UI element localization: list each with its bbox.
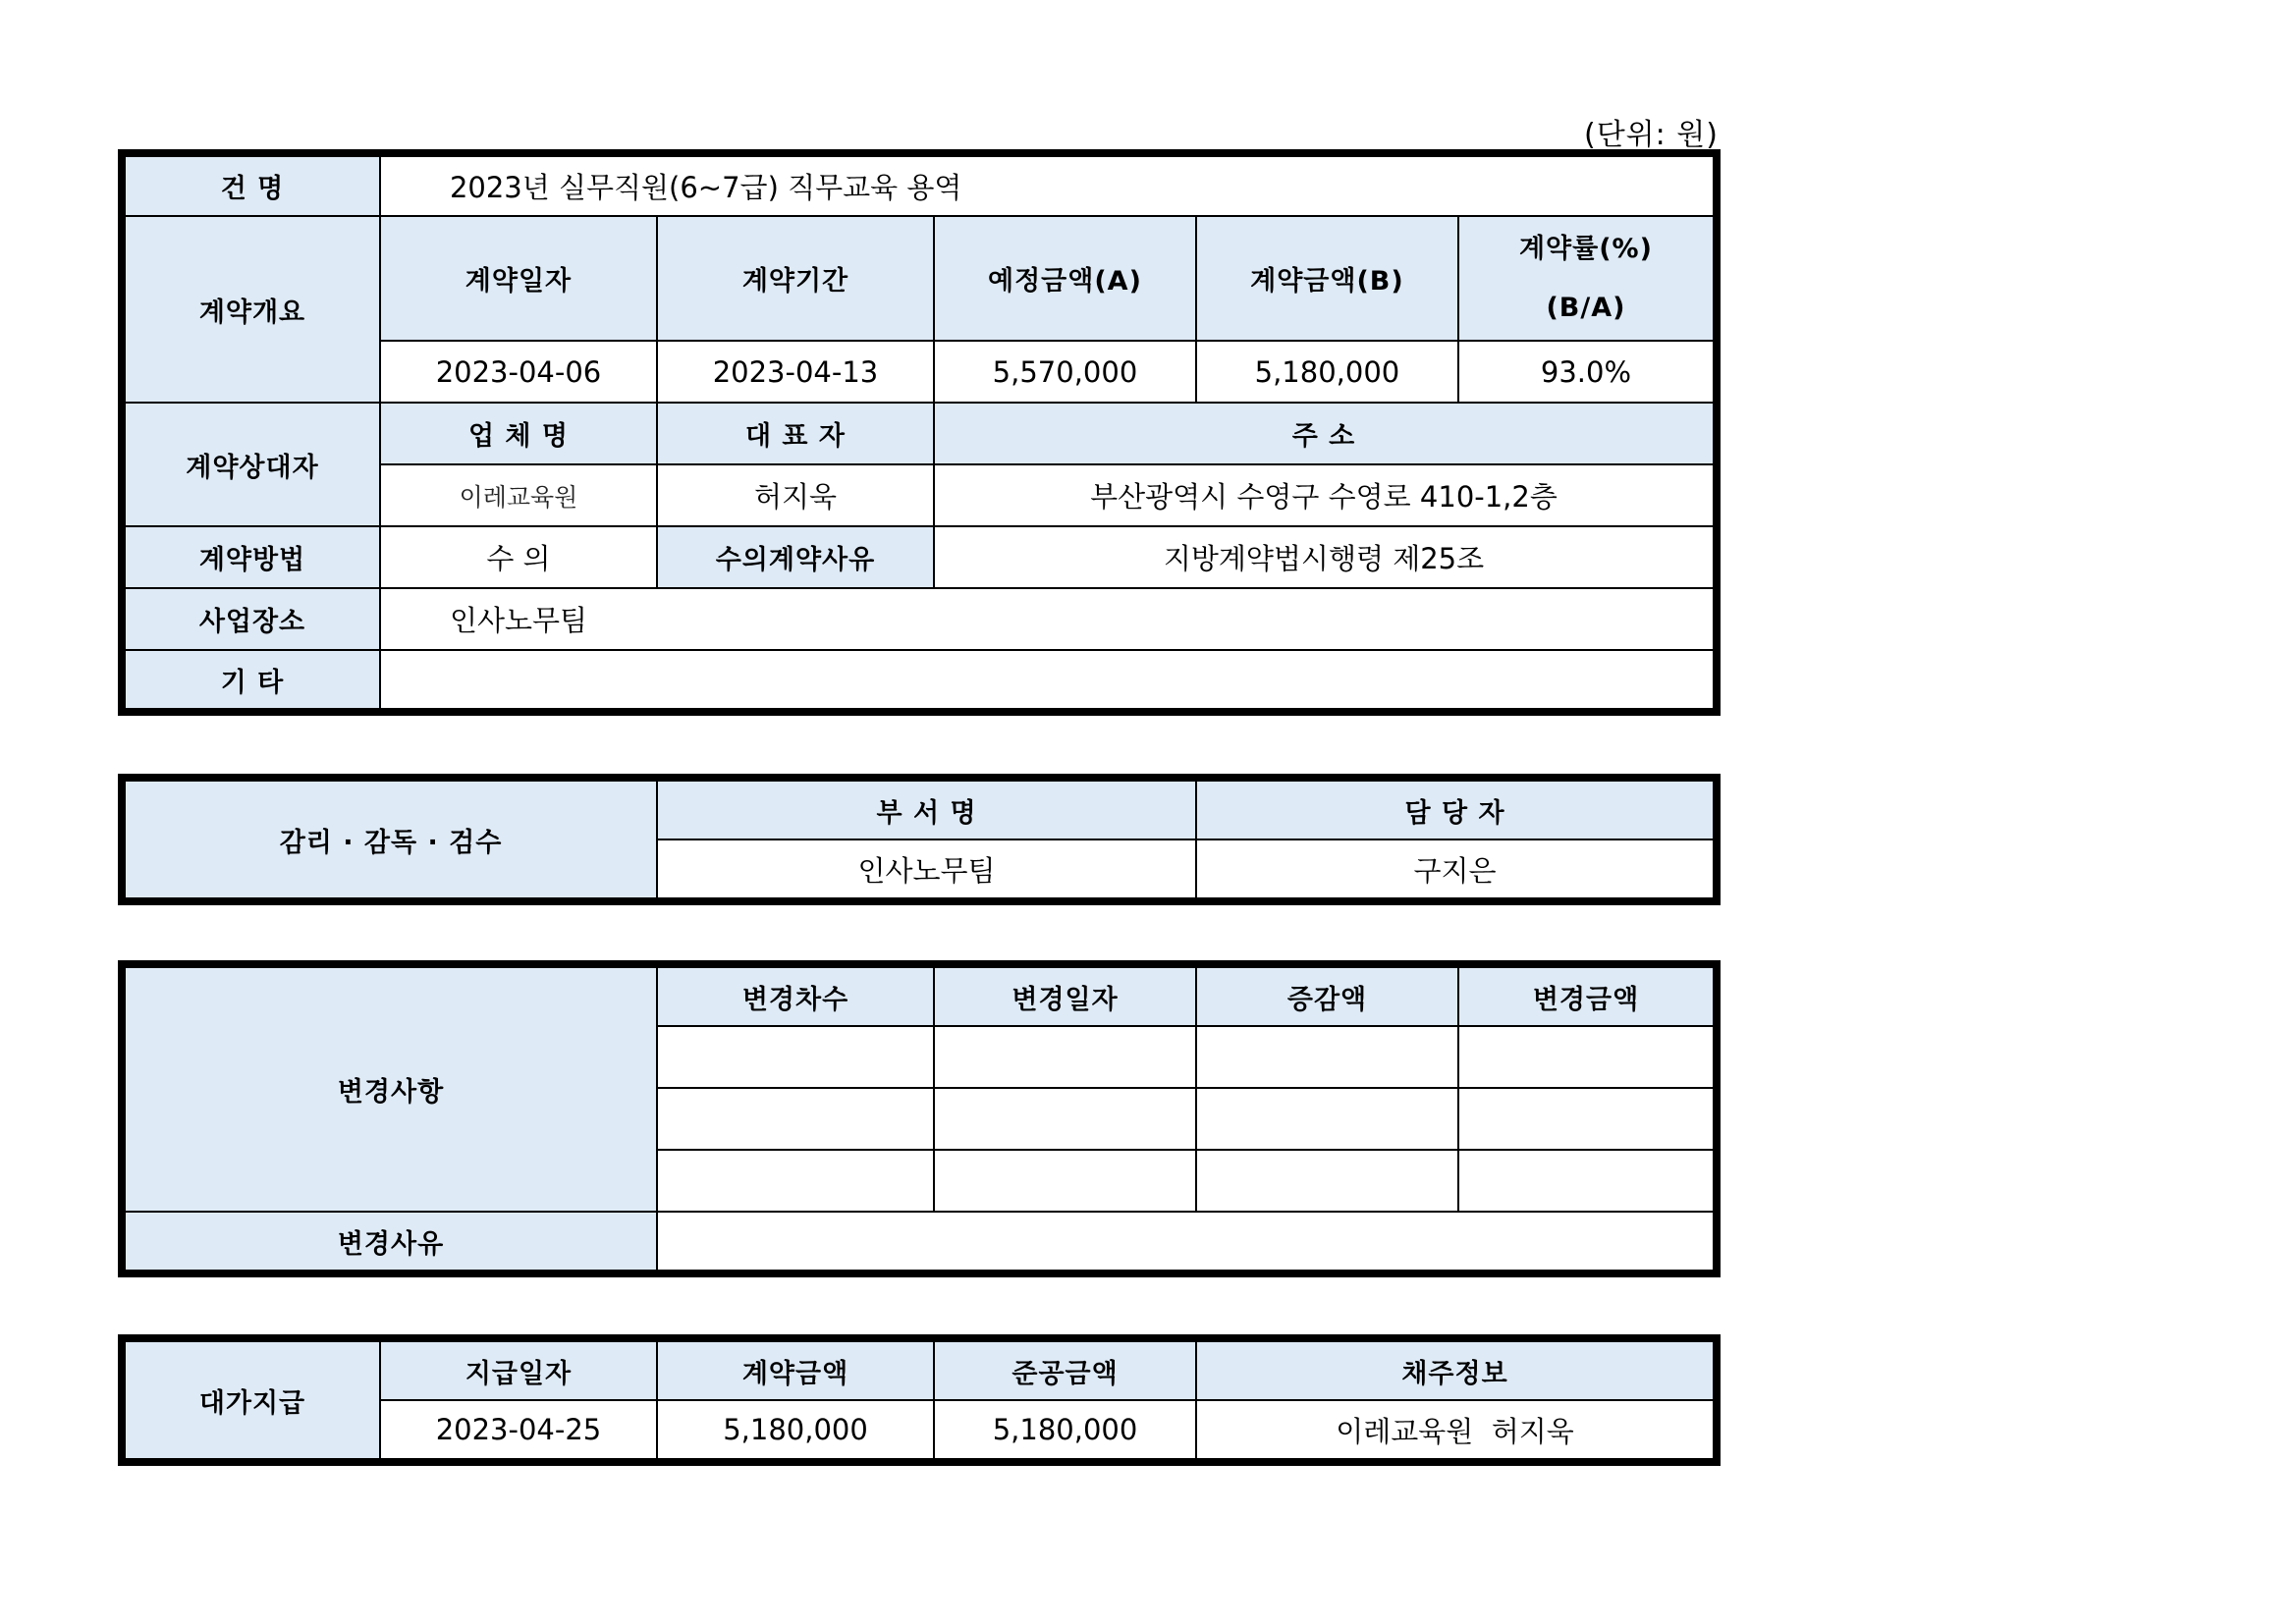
header-department: 부 서 명 — [657, 778, 1196, 839]
value-estimated-amount: 5,570,000 — [934, 341, 1196, 403]
change-cell — [657, 1088, 934, 1150]
unit-note: (단위: 원) — [1584, 118, 1719, 152]
value-completion-amount: 5,180,000 — [934, 1400, 1196, 1462]
supervision-table — [118, 774, 1721, 905]
change-reason-value — [657, 1212, 1717, 1273]
change-cell — [1458, 1150, 1717, 1212]
value-payment-contract-amount: 5,180,000 — [657, 1400, 934, 1462]
value-contract-rate: 93.0% — [1458, 341, 1717, 403]
change-cell — [1458, 1026, 1717, 1088]
value-creditor-info: 이레교육원 허지욱 — [1196, 1400, 1717, 1462]
header-representative: 대 표 자 — [657, 403, 934, 464]
change-cell — [1196, 1150, 1458, 1212]
header-change-delta: 증감액 — [1196, 964, 1458, 1026]
change-cell — [934, 1088, 1196, 1150]
contract-table — [118, 149, 1721, 716]
etc-value — [380, 650, 1717, 712]
header-creditor-info: 채주정보 — [1196, 1338, 1717, 1400]
payment-label: 대가지급 — [122, 1338, 380, 1462]
changes-label: 변경사항 — [122, 964, 657, 1212]
payment-table — [118, 1334, 1721, 1466]
change-cell — [657, 1150, 934, 1212]
value-representative: 허지욱 — [657, 464, 934, 526]
header-contract-rate — [1458, 216, 1717, 341]
value-contract-period: 2023-04-13 — [657, 341, 934, 403]
party-label: 계약상대자 — [122, 403, 380, 526]
header-manager: 담 당 자 — [1196, 778, 1717, 839]
place-value: 인사노무팀 — [380, 588, 1717, 650]
name-value: 2023년 실무직원(6~7급) 직무교육 용역 — [380, 153, 1717, 216]
method-value: 수 의 — [380, 526, 657, 588]
overview-label: 계약개요 — [122, 216, 380, 403]
name-label: 건 명 — [122, 153, 380, 216]
supervision-label: 감리 · 감독 · 검수 — [122, 778, 657, 901]
header-payment-contract-amount: 계약금액 — [657, 1338, 934, 1400]
rate-header-line1: 계약률(%) — [1518, 233, 1653, 264]
header-payment-date: 지급일자 — [380, 1338, 657, 1400]
change-reason-label: 변경사유 — [122, 1212, 657, 1273]
header-change-number: 변경차수 — [657, 964, 934, 1026]
value-department: 인사노무팀 — [657, 839, 1196, 901]
header-change-date: 변경일자 — [934, 964, 1196, 1026]
value-contract-date: 2023-04-06 — [380, 341, 657, 403]
change-cell — [934, 1150, 1196, 1212]
reason-value: 지방계약법시행령 제25조 — [934, 526, 1717, 588]
change-cell — [1196, 1026, 1458, 1088]
value-contract-amount: 5,180,000 — [1196, 341, 1458, 403]
value-address: 부산광역시 수영구 수영로 410-1,2층 — [934, 464, 1717, 526]
value-payment-date: 2023-04-25 — [380, 1400, 657, 1462]
method-label: 계약방법 — [122, 526, 380, 588]
header-address: 주 소 — [934, 403, 1717, 464]
header-estimated-amount: 예정금액(A) — [934, 216, 1196, 341]
change-cell — [657, 1026, 934, 1088]
reason-label: 수의계약사유 — [657, 526, 934, 588]
change-cell — [1196, 1088, 1458, 1150]
rate-header-line2: (B/A) — [1546, 292, 1626, 323]
header-contract-date: 계약일자 — [380, 216, 657, 341]
place-label: 사업장소 — [122, 588, 380, 650]
header-contract-period: 계약기간 — [657, 216, 934, 341]
header-company-name: 업 체 명 — [380, 403, 657, 464]
change-cell — [934, 1026, 1196, 1088]
change-cell — [1458, 1088, 1717, 1150]
changes-table — [118, 960, 1721, 1277]
header-completion-amount: 준공금액 — [934, 1338, 1196, 1400]
header-change-amount: 변경금액 — [1458, 964, 1717, 1026]
value-manager: 구지은 — [1196, 839, 1717, 901]
header-contract-amount: 계약금액(B) — [1196, 216, 1458, 341]
etc-label: 기 타 — [122, 650, 380, 712]
value-company-name: 이레교육원 — [380, 464, 657, 526]
